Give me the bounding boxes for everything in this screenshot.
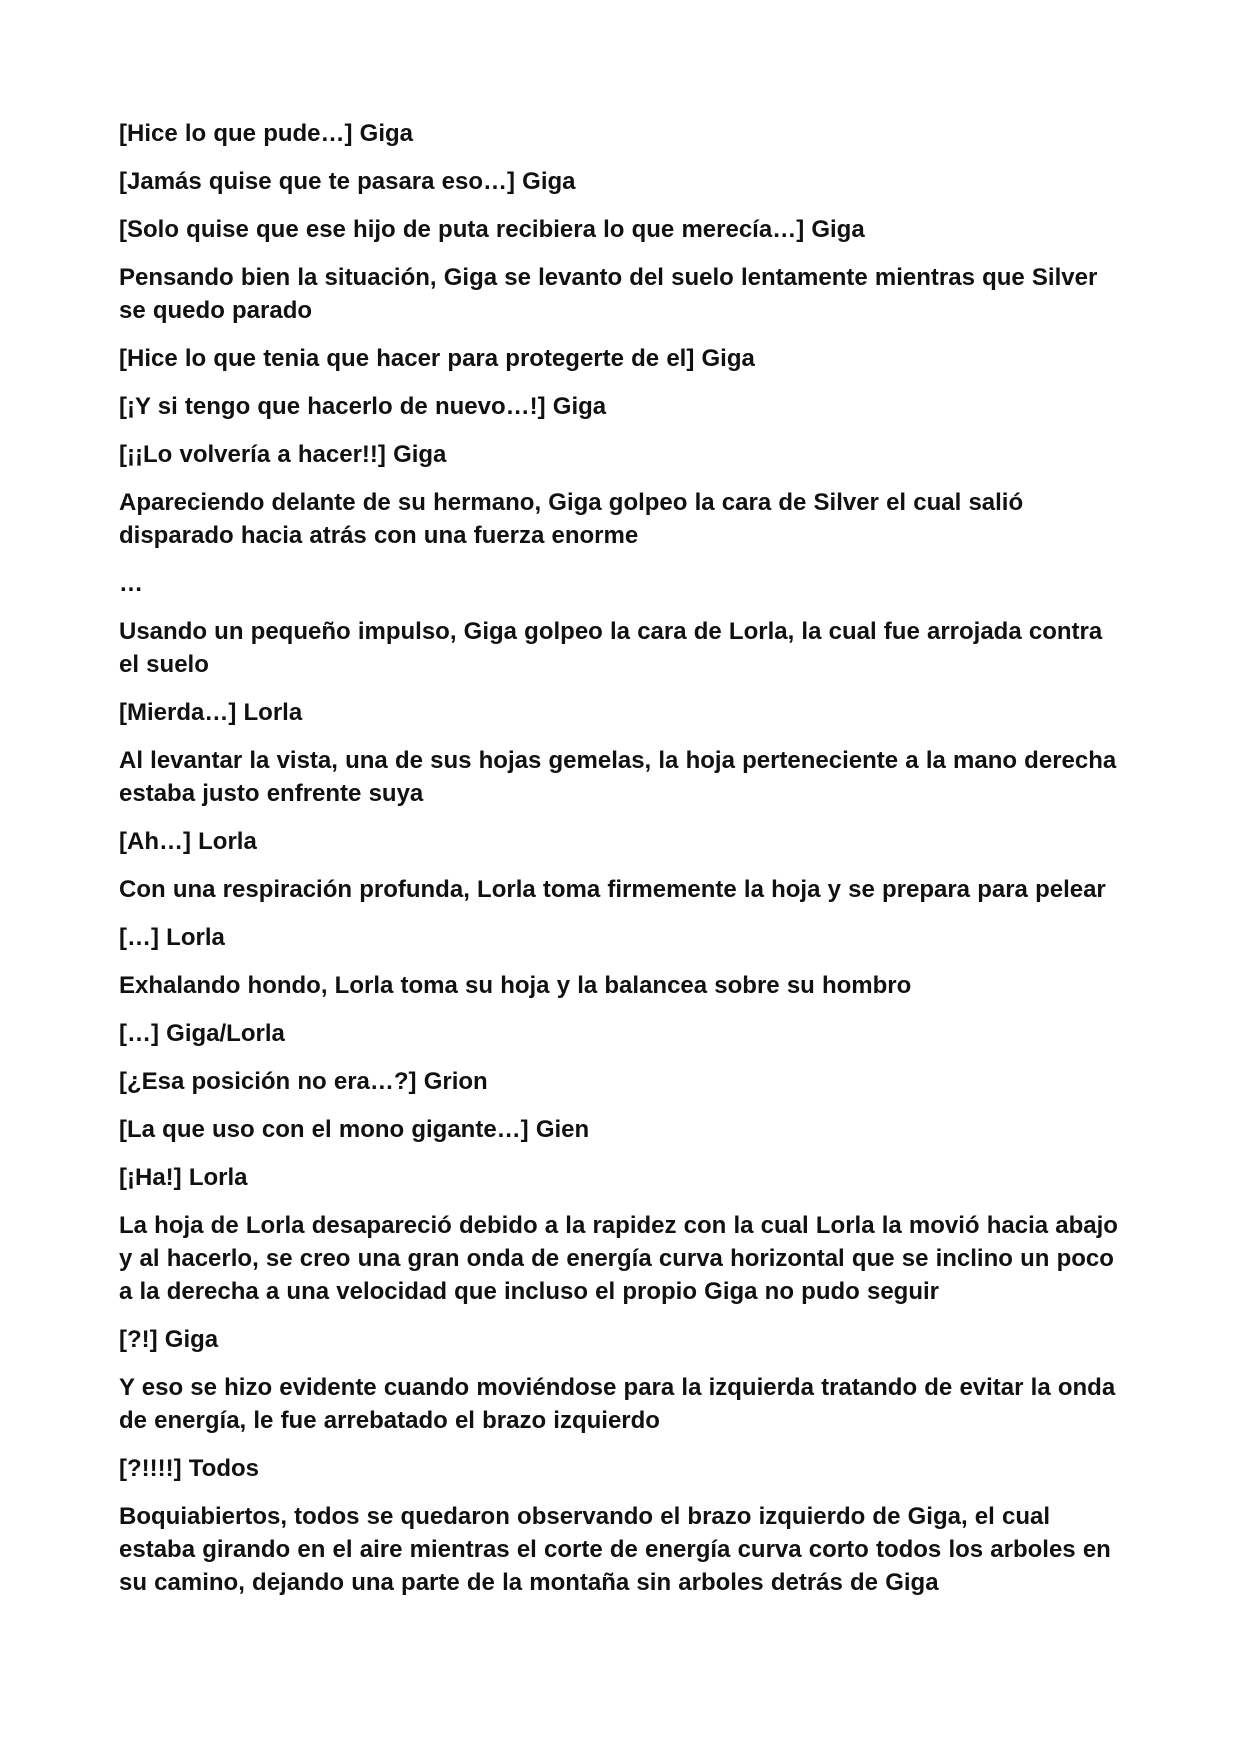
dialogue-line: [Mierda…] Lorla [119, 699, 303, 726]
dialogue-line: [Jamás quise que te pasara eso…] Giga [119, 168, 576, 195]
dialogue-line: [¡Ha!] Lorla [119, 1164, 248, 1191]
narration-paragraph: Apareciendo delante de su hermano, Giga golpeo la cara de Silver el cual salió disparado hacia atrás con una fuerza enorme [119, 489, 1024, 549]
narration-paragraph: Exhalando hondo, Lorla toma su hoja y la balancea sobre su hombro [119, 972, 912, 999]
dialogue-line: [Hice lo que tenia que hacer para protegerte de el] Giga [119, 345, 755, 372]
narration-paragraph: Boquiabiertos, todos se quedaron observando el brazo izquierdo de Giga, el cual estaba girando en el aire mientras el corte de energía curva corto todos los arboles en su camino, dejando una parte de la montaña sin arboles detrás de Giga [119, 1503, 1111, 1596]
dialogue-line: [?!] Giga [119, 1326, 219, 1353]
narration-paragraph: Usando un pequeño impulso, Giga golpeo la cara de Lorla, la cual fue arrojada contra el suelo [119, 618, 1103, 678]
narration-paragraph: Y eso se hizo evidente cuando moviéndose para la izquierda tratando de evitar la onda de energía, le fue arrebatado el brazo izquierdo [119, 1374, 1116, 1434]
dialogue-line: […] Lorla [119, 924, 225, 951]
narration-paragraph: Con una respiración profunda, Lorla toma firmemente la hoja y se prepara para pelear [119, 876, 1106, 903]
narration-paragraph: La hoja de Lorla desapareció debido a la rapidez con la cual Lorla la movió hacia abajo y al hacerlo, se creo una gran onda de energía curva horizontal que se inclino un poco a la derecha a una velocidad que incluso el propio Giga no pudo seguir [119, 1212, 1118, 1305]
narration-paragraph: Pensando bien la situación, Giga se levanto del suelo lentamente mientras que Silver se quedo parado [119, 264, 1098, 324]
dialogue-line: [¡Y si tengo que hacerlo de nuevo…!] Giga [119, 393, 607, 420]
dialogue-line: [?!!!!] Todos [119, 1455, 259, 1482]
dialogue-line: [¿Esa posición no era…?] Grion [119, 1068, 488, 1095]
narration-paragraph: Al levantar la vista, una de sus hojas gemelas, la hoja perteneciente a la mano derecha estaba justo enfrente suya [119, 747, 1117, 807]
dialogue-line: [Solo quise que ese hijo de puta recibiera lo que merecía…] Giga [119, 216, 865, 243]
dialogue-line: [Ah…] Lorla [119, 828, 257, 855]
dialogue-line: [¡¡Lo volvería a hacer!!] Giga [119, 441, 447, 468]
dialogue-line: [Hice lo que pude…] Giga [119, 120, 414, 147]
document-body [119, 117, 1129, 1614]
dialogue-line: [La que uso con el mono gigante…] Gien [119, 1116, 590, 1143]
scene-break: … [119, 570, 143, 597]
dialogue-line: […] Giga/Lorla [119, 1020, 285, 1047]
